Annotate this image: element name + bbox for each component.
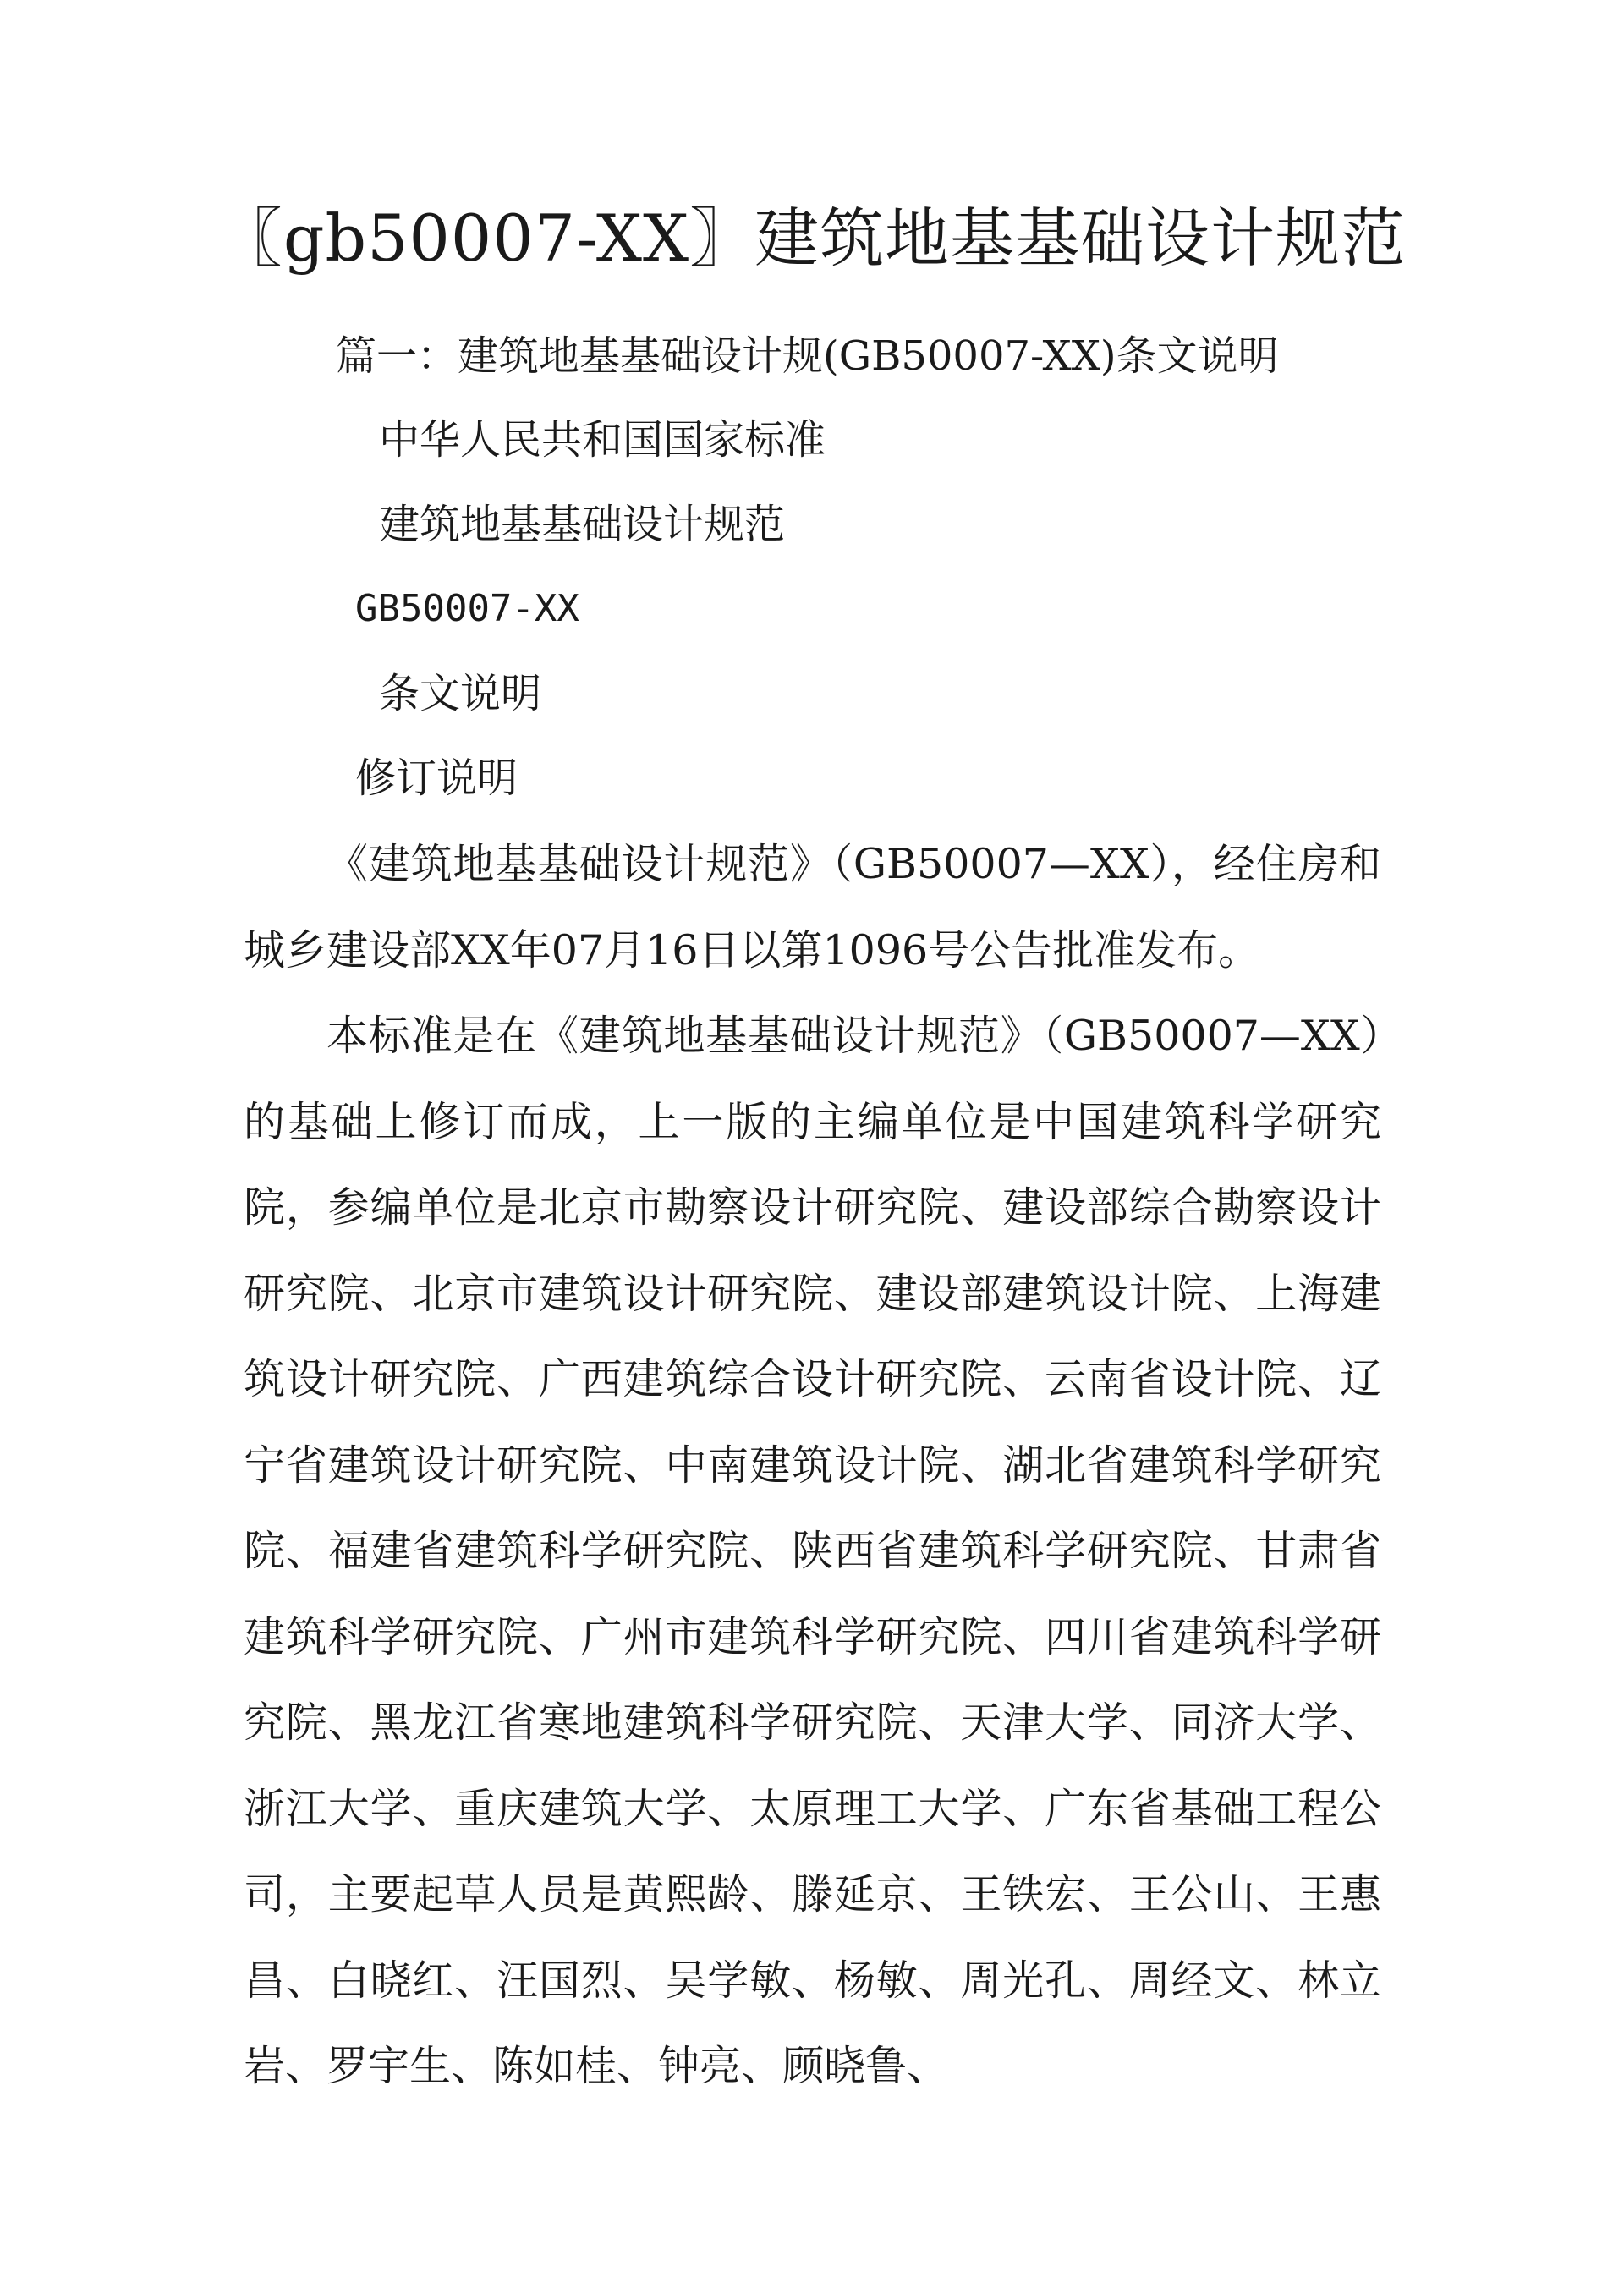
heading-line: 条文说明	[379, 670, 542, 717]
heading-line: 中华人民共和国国家标准	[379, 416, 826, 464]
heading-line: 建筑地基基础设计规范	[379, 501, 786, 548]
document-title: 〖gb50007-XX〗建筑地基基础设计规范	[217, 200, 1407, 276]
heading-line: 修订说明	[355, 755, 518, 802]
body-paragraph: 本标准是在《建筑地基基础设计规范》（GB50007—XX）的基础上修订而成，上一版的主编单位是中国建筑科学研究院，参编单位是北京市勘察设计研究院、建设部综合勘察设计研究院、北京市建筑设计研究院、建设部建筑设计院、上海建筑设计研究院、广西建筑综合设计研究院、云南省设计院、辽宁省建筑设计研究院、中南建筑设计院、湖北省建筑科学研究院、福建省建筑科学研究院、陕西省建筑科学研究院、甘肃省建筑科学研究院、广州市建筑科学研究院、四川省建筑科学研究院、黑龙江省寒地建筑科学研究院、天津大学、同济大学、浙江大学、重庆建筑大学、太原理工大学、广东省基础工程公司，主要起草人员是黄熙龄、滕延京、王铁宏、王公山、王惠昌、白晓红、汪国烈、吴学敏、杨敏、周光孔、周经文、林立岩、罗宇生、陈如桂、钟亮、顾晓鲁、	[244, 1012, 1381, 2090]
heading-line: GB50007-XX	[355, 587, 579, 630]
body-paragraph: 《建筑地基基础设计规范》（GB50007—XX），经住房和城乡建设部XX年07月16日以第1096号公告批准发布。	[244, 840, 1381, 974]
subtitle: 篇一：建筑地基基础设计规(GB50007-XX)条文说明	[336, 332, 1279, 380]
